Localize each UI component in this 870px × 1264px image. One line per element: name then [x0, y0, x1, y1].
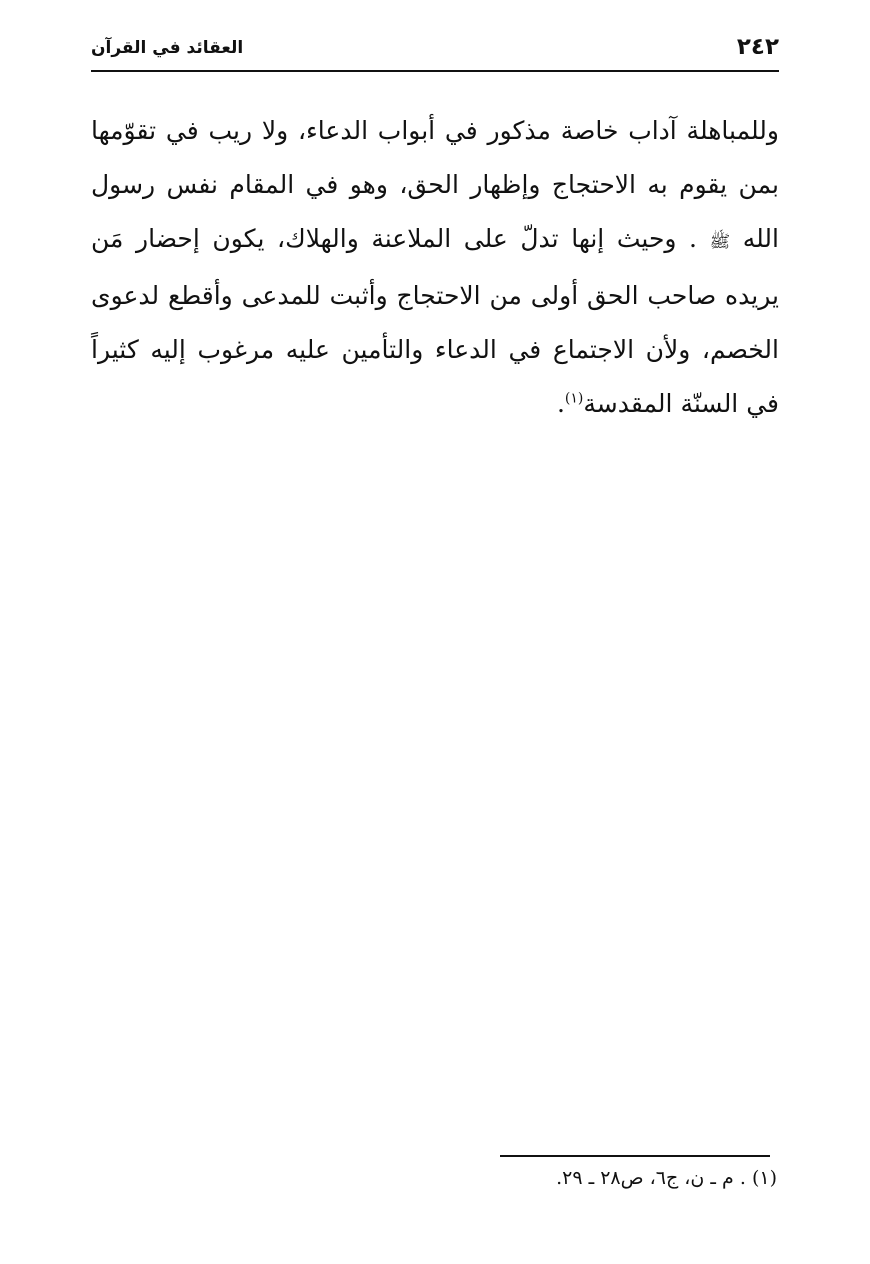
page-number: ٢٤٢ [736, 34, 779, 60]
footnote-reference[interactable]: (١) [564, 390, 584, 407]
body-line-3-start: رسول الله [91, 170, 779, 253]
footnote-text: . م ـ ن، ج٦، ص٢٨ ـ ٢٩. [556, 1167, 746, 1189]
running-title: العقائد في القرآن [91, 38, 244, 58]
body-line-6-end: . [556, 389, 565, 418]
body-line-1: وللمباهلة آداب خاصة مذكور في أبواب الدعاء، ولا ريب في [165, 116, 779, 145]
footnote [470, 1167, 777, 1189]
body-line-5: وأقطع لدعوى الخصم، ولأن الاجتماع في الدعاء والتأمين عليه [91, 281, 779, 364]
body-line-2: تقوّمها بمن يقوم به الاحتجاج وإظهار الحق، وهو في المقام نفس [91, 116, 779, 199]
footnote-number: (١) [751, 1167, 777, 1189]
body-line-3-end: . وحيث إنها تدلّ على الملاعنة والهلاك، يكون [212, 224, 698, 253]
body-line-6: مرغوب إليه كثيراً في السنّة المقدسة [91, 335, 779, 418]
footnote-divider [500, 1155, 770, 1157]
honorific-glyph: ﷺ [709, 232, 731, 252]
body-paragraph [91, 104, 779, 431]
body-line-4: إحضار مَن يريده صاحب الحق أولى من الاحتجاج وأثبت للمدعى [91, 224, 779, 310]
page-header [91, 34, 779, 72]
